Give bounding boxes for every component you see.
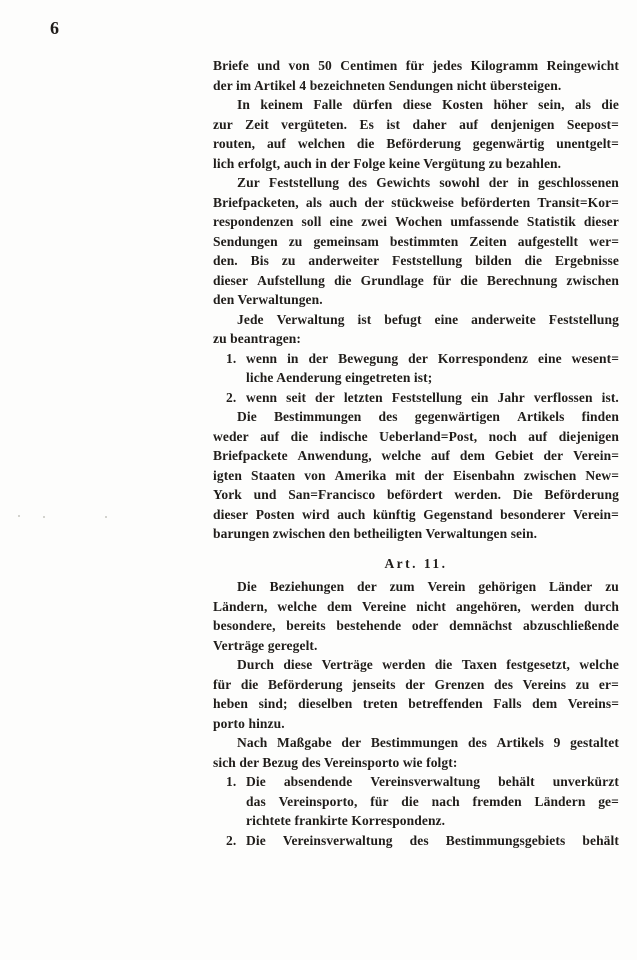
word: wenn — [246, 389, 278, 405]
word: des — [467, 735, 487, 750]
text-line: zu beantragen: — [213, 331, 302, 346]
word: Falls — [493, 696, 522, 711]
word: York — [213, 487, 242, 502]
word: sowohl — [439, 175, 480, 190]
word: Bewegung — [338, 350, 399, 366]
text-line — [213, 310, 619, 330]
word: Die — [237, 409, 257, 424]
word: in — [517, 175, 530, 190]
word: ein — [470, 389, 489, 405]
word: festgesetzt, — [506, 657, 571, 672]
word: der — [364, 194, 385, 210]
word: welche — [277, 598, 318, 614]
text-line: lich erfolgt, auch in der Folge keine Vergütung zu bezahlen. — [213, 155, 562, 171]
word: Zeit — [245, 116, 269, 132]
word: aufgestellt — [517, 233, 579, 249]
text-line: liche Aenderung eingetreten ist; — [246, 370, 433, 385]
word: auf — [430, 448, 451, 463]
word: Kilogramm — [470, 58, 539, 73]
word: 9 — [553, 735, 561, 750]
word: des — [348, 175, 368, 190]
word: Verträge — [321, 657, 373, 672]
word: treten — [362, 696, 398, 711]
word: gegenwärtig — [472, 136, 545, 151]
word: als — [305, 194, 322, 210]
word: die — [460, 272, 478, 288]
word: Vereine — [362, 598, 407, 614]
word: des — [378, 409, 398, 424]
text-line — [213, 505, 619, 525]
word: Ländern, — [213, 598, 268, 614]
word: besondere, — [213, 618, 276, 633]
word: Seepost= — [566, 116, 619, 132]
word: Briefe — [213, 58, 249, 73]
text-line — [213, 212, 619, 232]
word: zwischen — [566, 272, 619, 288]
word: Wochen — [395, 214, 443, 229]
word: Die — [512, 487, 533, 502]
word: dieser — [213, 272, 249, 288]
word: dieser — [213, 506, 249, 522]
word: dieselben — [298, 696, 353, 711]
word: dürfen — [352, 97, 393, 112]
word: bilden — [475, 253, 512, 268]
list-number: 1. — [226, 774, 237, 789]
word: Vereinsverwaltung — [370, 774, 481, 789]
word: New= — [585, 467, 619, 483]
word: höher — [493, 97, 528, 112]
word: Zur — [237, 175, 260, 190]
word: Artikels — [517, 409, 565, 424]
word: Ueberland=Post, — [379, 428, 478, 444]
word: besonderer — [500, 506, 566, 522]
text-line: richtete frankirte Korrespondenz. — [246, 813, 446, 828]
list-number: 1. — [226, 350, 237, 366]
word: Feststellung — [548, 311, 619, 327]
word: mit — [395, 467, 416, 483]
scan-speck — [43, 516, 45, 518]
word: die — [240, 676, 259, 692]
word: für — [370, 793, 389, 809]
text-line — [213, 616, 619, 636]
word: absendende — [283, 774, 353, 789]
word: bestimmten — [389, 233, 459, 249]
word: Durch — [237, 657, 275, 672]
word: Berechnung — [486, 272, 558, 288]
word: Bis — [250, 253, 269, 268]
text-line — [213, 232, 619, 252]
word: zu — [281, 253, 296, 268]
text-line: porto hinzu. — [213, 715, 285, 731]
word: eine — [329, 214, 354, 229]
list-number: 2. — [226, 389, 237, 405]
word: geschlossenen — [538, 175, 619, 190]
word: befugt — [384, 311, 422, 327]
word: abzuschließende — [522, 618, 619, 633]
word: der — [315, 389, 335, 405]
word: Bestimmungsgebiets — [445, 832, 566, 848]
word: welche — [381, 448, 422, 463]
text-line: den Verwaltungen. — [213, 292, 323, 307]
word: keinem — [260, 97, 303, 112]
word: diese — [283, 657, 313, 672]
text-line — [213, 407, 619, 427]
word: Artikels — [496, 735, 544, 750]
word: seit — [286, 389, 307, 405]
word: Jede — [237, 311, 264, 327]
word: Transit=Kor= — [537, 194, 619, 210]
word: Gebiet — [494, 448, 534, 463]
word: unverkürzt — [552, 774, 619, 789]
word: Grenzen — [434, 676, 485, 692]
word: der — [408, 350, 428, 366]
word: Bestimmungen — [273, 409, 362, 424]
word: Vereins — [522, 676, 567, 692]
word: dem — [327, 598, 353, 614]
word: für — [432, 272, 452, 288]
word: verflossen — [533, 389, 593, 405]
word: der — [405, 676, 425, 692]
word: Zeiten — [469, 233, 507, 249]
word: indische — [319, 428, 368, 444]
word: auf — [528, 428, 548, 444]
word: Falle — [313, 97, 343, 112]
word: anderweite — [471, 311, 536, 327]
word: der — [308, 350, 329, 366]
word: Staaten — [251, 467, 296, 483]
word: denjenigen — [490, 116, 555, 132]
word: zum — [389, 579, 415, 594]
text-line — [213, 466, 619, 486]
word: routen, — [213, 136, 256, 151]
word: Kosten — [442, 97, 484, 112]
word: welchen — [297, 136, 346, 151]
text-line — [213, 792, 619, 812]
word: umfassende — [450, 214, 519, 229]
word: respondenzen — [213, 214, 294, 229]
word: und — [257, 58, 281, 73]
word: des — [494, 676, 514, 692]
text-line — [213, 173, 619, 193]
word: eine — [434, 311, 459, 327]
word: wird — [302, 506, 330, 522]
word: zwei — [361, 214, 388, 229]
word: dieser — [583, 214, 619, 229]
word: Feststellung — [391, 389, 462, 405]
word: Gewichts — [376, 175, 431, 190]
word: Feststellung — [392, 253, 463, 268]
word: auf — [260, 428, 280, 444]
word: sind; — [258, 696, 288, 711]
word: gestaltet — [570, 735, 619, 750]
word: Beförderung — [386, 136, 461, 151]
word: ist — [357, 311, 372, 327]
word: San=Francisco — [288, 487, 376, 502]
text-line — [213, 271, 619, 291]
word: jenseits — [352, 676, 396, 692]
word: angehören, — [455, 598, 521, 614]
word: 50 — [318, 58, 332, 73]
word: für — [405, 58, 425, 73]
word: den. — [213, 253, 238, 268]
word: wenn — [246, 350, 278, 366]
word: zu — [605, 579, 619, 594]
word: auf — [459, 116, 479, 132]
page-number: 6 — [50, 18, 59, 38]
word: Beziehungen — [269, 579, 345, 594]
list-item-line — [213, 772, 619, 792]
word: Die — [237, 579, 257, 594]
word: welche — [579, 657, 619, 672]
word: bereits — [286, 618, 326, 633]
text-line — [213, 134, 619, 154]
text-line: barungen zwischen den betheiligten Verwaltungen sein. — [213, 526, 538, 541]
word: unentgelt= — [556, 136, 619, 151]
scan-speck — [18, 515, 20, 517]
word: der — [341, 735, 362, 750]
word: Korrespondenz — [437, 350, 529, 366]
word: der — [357, 579, 377, 594]
word: nach — [431, 793, 460, 809]
word: ist. — [601, 389, 619, 405]
word: Grundlage — [360, 272, 424, 288]
word: Maßgabe — [277, 735, 332, 750]
word: eine — [538, 350, 562, 366]
word: von — [304, 467, 326, 483]
word: die — [601, 97, 619, 112]
word: die — [334, 272, 352, 288]
text-line — [213, 485, 619, 505]
word: nicht — [416, 598, 446, 614]
word: die — [290, 428, 309, 444]
word: zu — [288, 233, 303, 249]
word: durch — [584, 598, 619, 614]
word: sein, — [538, 97, 565, 112]
text-line — [213, 115, 619, 135]
word: gehörigen — [478, 579, 537, 594]
word: Ergebnisse — [554, 253, 619, 268]
word: auf — [266, 136, 286, 151]
text-line — [213, 95, 619, 115]
text-line: Verträge geregelt. — [213, 637, 318, 653]
word: gegenwärtigen — [414, 409, 501, 424]
text-line — [213, 427, 619, 447]
word: die — [356, 136, 375, 151]
word: zwischen — [523, 467, 577, 483]
word: Beförderung — [544, 487, 619, 502]
word: wesent= — [571, 350, 619, 366]
word: dem — [532, 696, 558, 711]
word: Bestimmungen — [370, 735, 459, 750]
word: die — [524, 253, 543, 268]
text-line — [213, 733, 619, 753]
word: Centimen — [340, 58, 398, 73]
word: finden — [581, 409, 619, 424]
word: Verein — [427, 579, 466, 594]
word: Die — [246, 832, 266, 848]
text-line — [213, 655, 619, 675]
text-line — [213, 675, 619, 695]
word: werden. — [454, 487, 502, 502]
word: anderweiter — [308, 253, 380, 268]
word: Taxen — [461, 657, 497, 672]
word: letzten — [343, 389, 383, 405]
word: beförderten — [460, 194, 531, 210]
text-line — [213, 446, 619, 466]
word: wer= — [589, 233, 619, 249]
word: Gegenstand — [423, 506, 493, 522]
word: Es — [359, 116, 374, 132]
word: der — [488, 175, 509, 190]
word: Statistik — [526, 214, 576, 229]
word: Feststellung — [268, 175, 340, 190]
text-line — [213, 597, 619, 617]
word: Reingewicht — [546, 58, 619, 73]
word: für — [213, 676, 232, 692]
word: Vereinsverwaltung — [282, 832, 393, 848]
word: bestehende — [336, 618, 402, 633]
word: Ländern — [534, 793, 586, 809]
word: soll — [301, 214, 322, 229]
word: behält — [582, 832, 619, 848]
word: Amerika — [334, 467, 387, 483]
list-number: 2. — [226, 832, 237, 848]
word: Länder — [549, 579, 593, 594]
word: behält — [498, 774, 535, 789]
word: Posten — [255, 506, 295, 522]
word: dem — [459, 448, 485, 463]
word: zur — [213, 116, 233, 132]
word: noch — [488, 428, 517, 444]
word: daher — [412, 116, 447, 132]
word: Die — [246, 774, 266, 789]
word: Beförderung — [267, 676, 343, 692]
word: demnächst — [449, 618, 513, 633]
text-line — [213, 193, 619, 213]
word: weder — [213, 428, 249, 444]
word: das — [246, 793, 266, 809]
text-line — [213, 694, 619, 714]
word: Eisenbahn — [453, 467, 515, 483]
scan-speck — [105, 516, 107, 518]
word: in — [287, 350, 299, 366]
word: Vereinsporto, — [278, 793, 358, 809]
word: Aufstellung — [257, 272, 326, 288]
word: Verwaltung — [276, 311, 345, 327]
word: die — [434, 657, 453, 672]
word: betreffenden — [408, 696, 483, 711]
word: fremden — [472, 793, 522, 809]
word: igten — [213, 467, 242, 483]
word: oder — [411, 618, 439, 633]
word: werden — [382, 657, 426, 672]
text-line — [213, 577, 619, 597]
word: Vereins= — [567, 696, 619, 711]
word: ist — [386, 116, 401, 132]
word: Nach — [237, 735, 268, 750]
word: diejenigen — [558, 428, 619, 444]
text-line — [213, 251, 619, 271]
word: Briefpackete — [213, 448, 288, 463]
word: von — [288, 58, 310, 73]
word: stückweise — [391, 194, 454, 210]
word: als — [574, 97, 591, 112]
word: zu — [575, 676, 590, 692]
word: auch — [337, 506, 366, 522]
word: der — [424, 467, 445, 483]
word: befördert — [386, 487, 443, 502]
word: jedes — [432, 58, 463, 73]
list-item-line — [213, 388, 619, 408]
text-line: sich der Bezug des Vereinsporto wie folgt: — [213, 754, 458, 770]
word: In — [237, 97, 250, 112]
word: er= — [598, 676, 619, 692]
word: Anwendung, — [297, 448, 372, 463]
text-column — [213, 56, 619, 850]
word: Jahr — [497, 389, 525, 405]
word: des — [409, 832, 429, 848]
word: die — [401, 793, 419, 809]
word: Briefpacketen, — [213, 194, 299, 210]
word: künftig — [372, 506, 416, 522]
word: Sendungen — [213, 233, 278, 249]
word: werden — [530, 598, 575, 614]
word: vergüteten. — [281, 116, 348, 132]
word: diese — [402, 97, 432, 112]
word: ge= — [598, 793, 619, 809]
word: Verein= — [573, 448, 619, 463]
word: heben — [213, 696, 249, 711]
word: Verein= — [573, 506, 619, 522]
list-item-line — [213, 349, 619, 369]
list-item-line — [213, 831, 619, 851]
text-line — [213, 56, 619, 76]
word: gemeinsam — [313, 233, 379, 249]
word: und — [253, 487, 277, 502]
text-line: der im Artikel 4 bezeichneten Sendungen nicht übersteigen. — [213, 77, 562, 93]
word: der — [543, 448, 564, 463]
article-heading: Art. 11. — [384, 555, 448, 571]
word: auch — [329, 194, 358, 210]
